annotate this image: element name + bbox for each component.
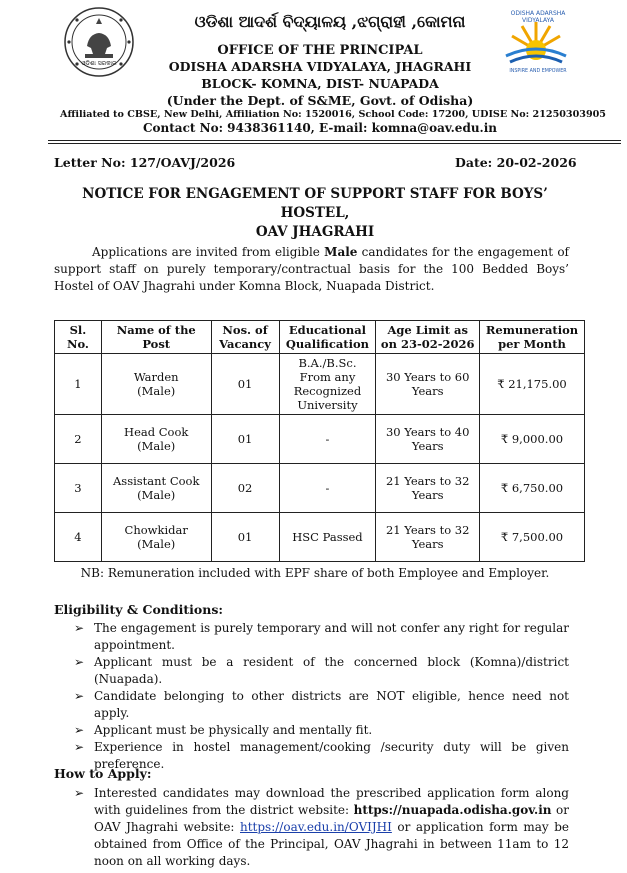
table-row <box>55 513 585 562</box>
intro-text-start: Applications are invited from eligible <box>92 245 325 259</box>
emblem-caption: ଓଡ଼ିଶା ସରକାର <box>81 60 117 67</box>
cell-pay: ₹ 7,500.00 <box>479 513 584 562</box>
cell-vacancy: 01 <box>211 415 279 464</box>
letter-number: Letter No: 127/OAVJ/2026 <box>54 155 236 170</box>
list-item-text: Applicant must be physically and mentally fit. <box>94 723 373 737</box>
bullet-arrow-icon: ➢ <box>74 689 85 703</box>
apply-text-2: or OAV Jhagrahi website: <box>94 803 570 834</box>
list-item <box>54 785 569 870</box>
district-website-link[interactable]: https://nuapada.odisha.gov.in <box>353 803 552 817</box>
post-gender: (Male) <box>137 488 176 502</box>
eligibility-heading: Eligibility & Conditions: <box>54 602 223 617</box>
odia-school-title: ଓଡିଶା ଆଦର୍ଶ ବିଦ୍ୟାଳୟ ,ଝଗ୍ରାହୀ ,କୋମନା <box>194 12 466 31</box>
table-row <box>55 415 585 464</box>
list-item-text: Candidate belonging to other districts are NOT eligible, hence need not apply. <box>94 689 569 720</box>
cell-qualification: - <box>279 415 376 464</box>
notice-title-line-1: NOTICE FOR ENGAGEMENT OF SUPPORT STAFF FOR BOYS’ HOSTEL, <box>82 186 548 221</box>
intro-text-end: candidates for the engagement of support staff on purely temporary/contractual basis for the 100 Bedded Boys’ Hostel of OAV Jhagrahi under Komna Block, Nuapada District. <box>54 245 569 293</box>
cell-vacancy: 02 <box>211 464 279 513</box>
col-vacancy: Nos. of Vacancy <box>211 321 279 354</box>
bullet-arrow-icon: ➢ <box>74 740 85 754</box>
list-item-text: Applicant must be a resident of the concerned block (Komna)/district (Nuapada). <box>94 655 569 686</box>
table-header-row <box>55 321 585 354</box>
apply-text-1: Interested candidates may download the prescribed application form along with guidelines from the district website: <box>94 786 569 817</box>
list-item <box>54 722 569 739</box>
cell-qualification: - <box>279 464 376 513</box>
cell-age: 30 Years to 60 Years <box>376 354 480 415</box>
post-name: Assistant Cook <box>112 474 200 488</box>
cell-sl: 4 <box>55 513 102 562</box>
remuneration-note: NB: Remuneration included with EPF share of both Employee and Employer. <box>80 566 550 580</box>
eligibility-list <box>54 620 569 773</box>
cell-qualification: B.A./B.Sc. From any Recognized University <box>279 354 376 415</box>
bullet-arrow-icon: ➢ <box>74 723 85 737</box>
contact-line: Contact No: 9438361140, E-mail: komna@oav.edu.in <box>142 121 498 135</box>
cell-age: 30 Years to 40 Years <box>376 415 480 464</box>
bullet-arrow-icon: ➢ <box>74 655 85 669</box>
cell-vacancy: 01 <box>211 513 279 562</box>
logo-text: ODISHA ADARSHA VIDYALAYA <box>510 10 566 24</box>
header-divider-2 <box>48 143 621 144</box>
cell-pay: ₹ 6,750.00 <box>479 464 584 513</box>
bullet-arrow-icon: ➢ <box>74 621 85 635</box>
col-remuneration: Remuneration per Month <box>479 321 584 354</box>
how-to-apply-heading: How to Apply: <box>54 766 152 781</box>
department-line: (Under the Dept. of S&ME, Govt. of Odisha) <box>166 93 474 108</box>
post-name: Warden <box>133 370 179 384</box>
bullet-arrow-icon: ➢ <box>74 786 85 800</box>
cell-sl: 3 <box>55 464 102 513</box>
col-age-limit: Age Limit as on 23-02-2026 <box>376 321 480 354</box>
cell-sl: 1 <box>55 354 102 415</box>
table-row <box>55 464 585 513</box>
cell-post <box>101 513 211 562</box>
how-to-apply-list <box>54 785 569 870</box>
col-sl-no: Sl. No. <box>55 321 102 354</box>
odisha-govt-emblem <box>63 6 135 80</box>
header-divider <box>48 140 621 141</box>
logo-tagline: INSPIRE AND EMPOWER <box>509 69 567 74</box>
list-item-text: The engagement is purely temporary and will not confer any right for regular appointment. <box>94 621 569 652</box>
letter-date: Date: 20-02-2026 <box>455 155 577 170</box>
cell-post <box>101 354 211 415</box>
cell-sl: 2 <box>55 415 102 464</box>
notice-title-line-2: OAV JHAGRAHI <box>255 224 375 240</box>
list-item <box>54 688 569 722</box>
table-row <box>55 354 585 415</box>
post-gender: (Male) <box>137 537 176 551</box>
office-heading: OFFICE OF THE PRINCIPAL <box>217 43 423 58</box>
cell-pay: ₹ 9,000.00 <box>479 415 584 464</box>
school-name: ODISHA ADARSHA VIDYALAYA, JHAGRAHI <box>168 59 472 74</box>
col-qualification: Educational Qualification <box>279 321 376 354</box>
vacancy-table <box>54 320 585 562</box>
cell-age: 21 Years to 32 Years <box>376 513 480 562</box>
cell-qualification: HSC Passed <box>279 513 376 562</box>
apply-text-3: or application form may be obtained from Office of the Principal, OAV Jhagrahi in between 11am to 12 noon on all working days. <box>94 820 570 868</box>
intro-paragraph <box>54 244 569 295</box>
cell-pay: ₹ 21,175.00 <box>479 354 584 415</box>
cell-vacancy: 01 <box>211 354 279 415</box>
intro-text-bold: Male <box>324 245 358 259</box>
block-district: BLOCK- KOMNA, DIST- NUAPADA <box>201 76 439 91</box>
oav-website-link[interactable]: https://oav.edu.in/OVIJHI <box>240 820 392 834</box>
post-name: Head Cook <box>124 425 189 439</box>
post-name: Chowkidar <box>124 523 188 537</box>
post-gender: (Male) <box>137 439 176 453</box>
cell-post <box>101 415 211 464</box>
notice-title <box>60 185 570 242</box>
list-item <box>54 620 569 654</box>
post-gender: (Male) <box>137 384 176 398</box>
cell-post <box>101 464 211 513</box>
affiliation-line: Affiliated to CBSE, New Delhi, Affiliation No: 1520016, School Code: 17200, UDISE No: 21250303905 <box>60 109 606 120</box>
list-item <box>54 654 569 688</box>
cell-age: 21 Years to 32 Years <box>376 464 480 513</box>
list-item-text: Experience in hostel management/cooking /security duty will be given preference. <box>94 740 569 771</box>
col-post-name: Name of the Post <box>101 321 211 354</box>
